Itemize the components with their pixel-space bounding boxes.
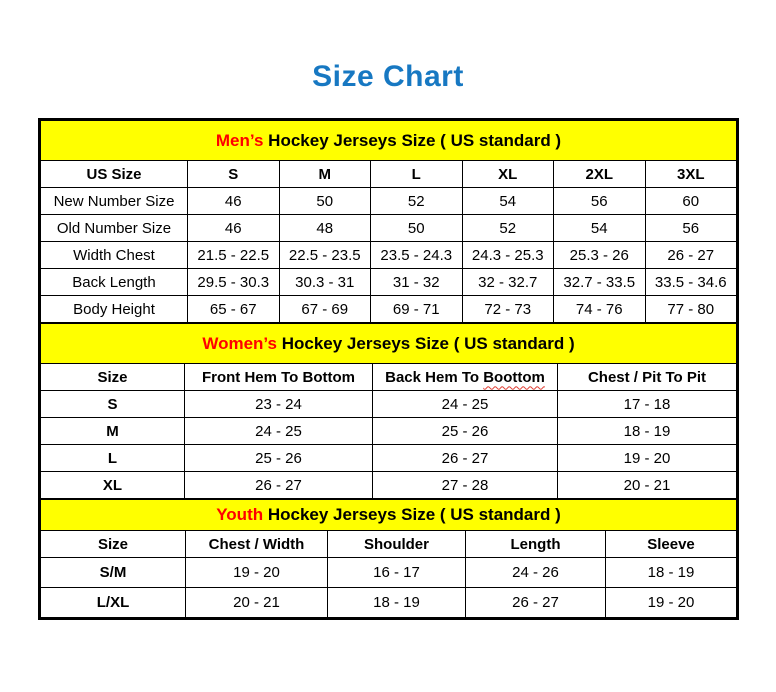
- mens-cell: 23.5 - 24.3: [371, 242, 463, 269]
- mens-col-header: M: [279, 161, 371, 188]
- mens-header-row: [41, 161, 737, 188]
- womens-col-header-part: Back Hem To: [385, 368, 480, 386]
- youth-row-label: S/M: [41, 558, 186, 588]
- mens-row-label: Body Height: [41, 296, 188, 323]
- youth-cell: 20 - 21: [186, 588, 328, 618]
- table-row: [41, 215, 737, 242]
- womens-col-header-misspelled: Boottom: [483, 368, 545, 386]
- mens-cell: 48: [279, 215, 371, 242]
- mens-row-label: New Number Size: [41, 188, 188, 215]
- womens-cell: 26 - 27: [373, 445, 558, 472]
- mens-banner-text: Hockey Jerseys Size ( US standard ): [268, 130, 562, 150]
- womens-col-header: Front Hem To Bottom: [185, 364, 373, 391]
- youth-cell: 24 - 26: [466, 558, 606, 588]
- mens-cell: 54: [462, 188, 554, 215]
- mens-cell: 60: [645, 188, 737, 215]
- mens-col-header: L: [371, 161, 463, 188]
- mens-cell: 72 - 73: [462, 296, 554, 323]
- mens-cell: 31 - 32: [371, 269, 463, 296]
- table-row: [41, 418, 737, 445]
- table-row: [41, 296, 737, 323]
- mens-cell: 46: [188, 215, 280, 242]
- mens-cell: 29.5 - 30.3: [188, 269, 280, 296]
- womens-banner: [41, 324, 737, 364]
- youth-banner-highlight: Youth: [216, 505, 264, 524]
- mens-cell: 56: [645, 215, 737, 242]
- mens-cell: 32 - 32.7: [462, 269, 554, 296]
- mens-cell: 30.3 - 31: [279, 269, 371, 296]
- youth-col-header: Length: [466, 531, 606, 558]
- youth-row-label: L/XL: [41, 588, 186, 618]
- mens-cell: 50: [279, 188, 371, 215]
- mens-banner-row: [41, 121, 737, 161]
- mens-col-header: 2XL: [554, 161, 646, 188]
- mens-cell: 74 - 76: [554, 296, 646, 323]
- youth-cell: 18 - 19: [328, 588, 466, 618]
- womens-cell: 26 - 27: [185, 472, 373, 499]
- womens-cell: 18 - 19: [558, 418, 737, 445]
- youth-banner-text: Hockey Jerseys Size ( US standard ): [267, 505, 561, 524]
- mens-banner-highlight: Men’s: [215, 130, 264, 150]
- mens-cell: 77 - 80: [645, 296, 737, 323]
- youth-cell: 18 - 19: [606, 558, 737, 588]
- mens-cell: 56: [554, 188, 646, 215]
- womens-cell: 23 - 24: [185, 391, 373, 418]
- mens-table: [40, 120, 737, 323]
- mens-cell: 24.3 - 25.3: [462, 242, 554, 269]
- table-row: [41, 188, 737, 215]
- youth-header-row: [41, 531, 737, 558]
- womens-cell: 17 - 18: [558, 391, 737, 418]
- table-row: [41, 269, 737, 296]
- mens-cell: 32.7 - 33.5: [554, 269, 646, 296]
- youth-cell: 19 - 20: [186, 558, 328, 588]
- mens-row-label: Width Chest: [41, 242, 188, 269]
- mens-cell: 50: [371, 215, 463, 242]
- table-row: [41, 588, 737, 618]
- mens-cell: 54: [554, 215, 646, 242]
- womens-cell: 19 - 20: [558, 445, 737, 472]
- womens-cell: 24 - 25: [185, 418, 373, 445]
- youth-col-header: Size: [41, 531, 186, 558]
- womens-table: [40, 323, 737, 499]
- womens-cell: 20 - 21: [558, 472, 737, 499]
- youth-col-header: Chest / Width: [186, 531, 328, 558]
- youth-banner-row: [41, 500, 737, 531]
- mens-col-header: S: [188, 161, 280, 188]
- table-row: [41, 472, 737, 499]
- womens-banner-highlight: Women’s: [202, 333, 277, 353]
- table-row: [41, 391, 737, 418]
- mens-cell: 69 - 71: [371, 296, 463, 323]
- youth-cell: 19 - 20: [606, 588, 737, 618]
- page-title: Size Chart: [312, 60, 464, 93]
- youth-cell: 26 - 27: [466, 588, 606, 618]
- youth-cell: 16 - 17: [328, 558, 466, 588]
- youth-col-header: Sleeve: [606, 531, 737, 558]
- womens-cell: 25 - 26: [185, 445, 373, 472]
- mens-col-header: 3XL: [645, 161, 737, 188]
- mens-banner: [41, 121, 737, 161]
- womens-banner-text: Hockey Jerseys Size ( US standard ): [281, 333, 575, 353]
- mens-cell: 46: [188, 188, 280, 215]
- mens-col-header: XL: [462, 161, 554, 188]
- mens-cell: 26 - 27: [645, 242, 737, 269]
- mens-cell: 52: [462, 215, 554, 242]
- table-row: [41, 242, 737, 269]
- table-row: [41, 558, 737, 588]
- womens-row-label: M: [41, 418, 185, 445]
- mens-col-header: US Size: [41, 161, 188, 188]
- mens-cell: 22.5 - 23.5: [279, 242, 371, 269]
- womens-banner-row: [41, 324, 737, 364]
- womens-col-header: Chest / Pit To Pit: [558, 364, 737, 391]
- womens-col-header: Size: [41, 364, 185, 391]
- size-chart: [38, 118, 739, 620]
- mens-row-label: Back Length: [41, 269, 188, 296]
- youth-col-header: Shoulder: [328, 531, 466, 558]
- mens-row-label: Old Number Size: [41, 215, 188, 242]
- mens-cell: 67 - 69: [279, 296, 371, 323]
- mens-cell: 33.5 - 34.6: [645, 269, 737, 296]
- youth-banner: [41, 500, 737, 531]
- mens-cell: 21.5 - 22.5: [188, 242, 280, 269]
- womens-cell: 24 - 25: [373, 391, 558, 418]
- youth-table: [40, 499, 737, 618]
- mens-cell: 52: [371, 188, 463, 215]
- table-row: [41, 445, 737, 472]
- mens-cell: 65 - 67: [188, 296, 280, 323]
- womens-row-label: XL: [41, 472, 185, 499]
- mens-cell: 25.3 - 26: [554, 242, 646, 269]
- womens-row-label: L: [41, 445, 185, 472]
- womens-cell: 27 - 28: [373, 472, 558, 499]
- womens-col-header: [373, 364, 558, 391]
- womens-header-row: [41, 364, 737, 391]
- womens-cell: 25 - 26: [373, 418, 558, 445]
- womens-row-label: S: [41, 391, 185, 418]
